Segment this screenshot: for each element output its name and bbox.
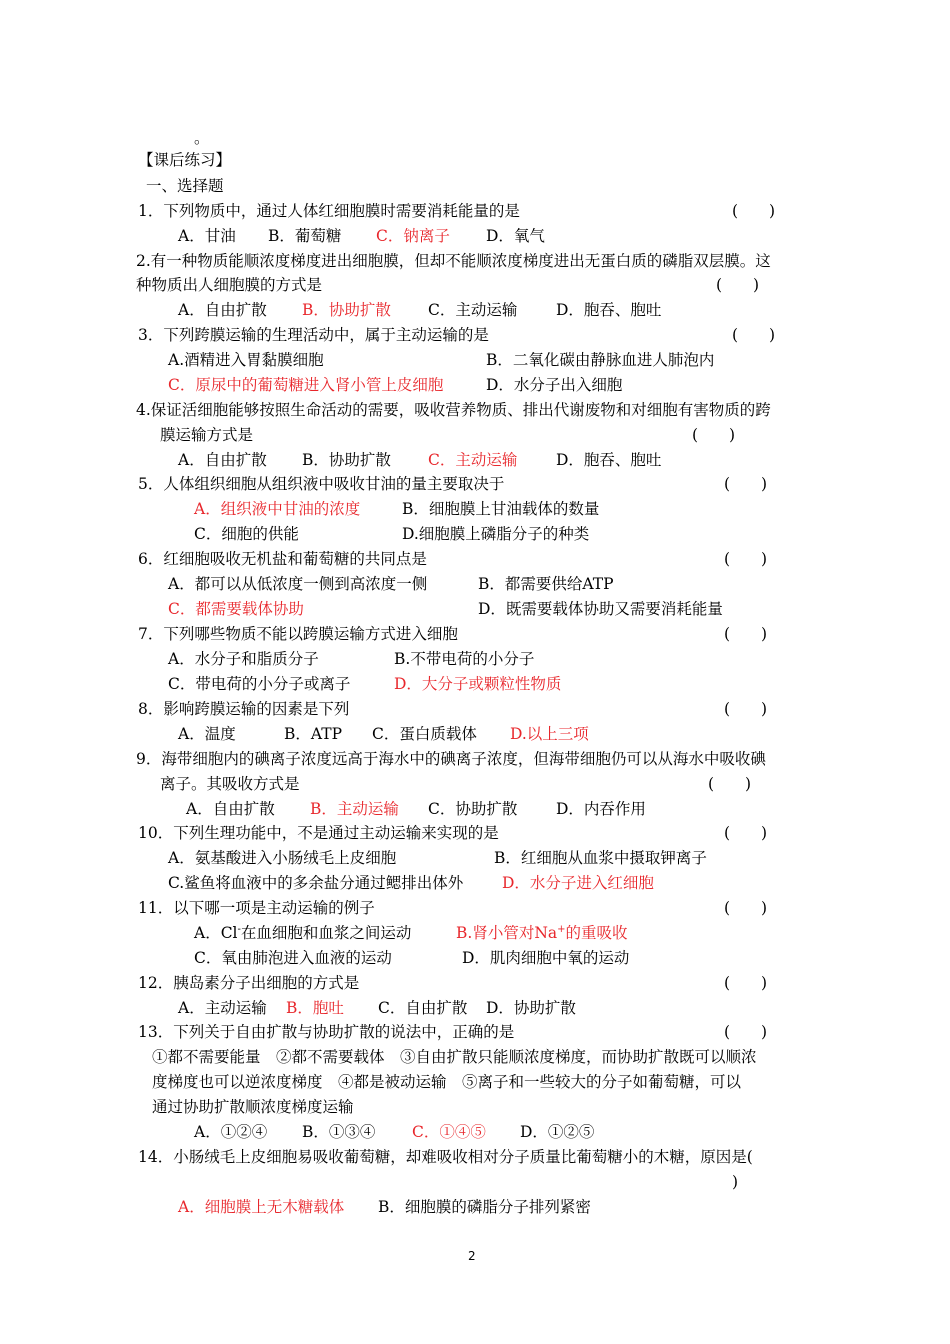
q12-blank: ( ) (724, 974, 768, 992)
q5-option-d: D.细胞膜上磷脂分子的种类 (402, 525, 590, 543)
q9-stem-line1: 9．海带细胞内的碘离子浓度远高于海水中的碘离子浓度，但海带细胞仍可以从海水中吸收碘 (136, 750, 766, 768)
q5-stem: 5．人体组织细胞从组织液中吸收甘油的量主要取决于 (138, 475, 505, 493)
q6-option-a: A．都可以从低浓度一侧到高浓度一侧 (168, 575, 428, 593)
q10-option-a: A．氨基酸进入小肠绒毛上皮细胞 (168, 849, 397, 867)
q7-option-b: B.不带电荷的小分子 (394, 650, 535, 668)
q12-option-a: A．主动运输 (178, 999, 267, 1017)
q1-option-d: D．氧气 (486, 227, 545, 245)
q11-option-a: A．Cl-在血细胞和血浆之间运动 (194, 923, 412, 942)
q10-option-b: B．红细胞从血浆中摄取钾离子 (494, 849, 707, 867)
q3-option-d: D．水分子出入细胞 (486, 376, 623, 394)
q4-stem-line2: 膜运输方式是 (160, 426, 254, 444)
q2-stem-line2: 种物质出人细胞膜的方式是 (136, 276, 323, 294)
q5-option-a-answer: A．组织液中甘油的浓度 (194, 500, 361, 518)
q8-blank: ( ) (724, 700, 768, 718)
q1-blank: ( ) (732, 202, 776, 220)
q14-stem: 14．小肠绒毛上皮细胞易吸收葡萄糖，却难吸收相对分子质量比葡萄糖小的木糖，原因是( (138, 1148, 753, 1166)
q1-option-b: B．葡萄糖 (268, 227, 342, 245)
q11-blank: ( ) (724, 899, 768, 917)
q4-option-a: A．自由扩散 (178, 451, 267, 469)
q7-option-a: A．水分子和脂质分子 (168, 650, 319, 668)
q12-option-d: D．协助扩散 (486, 999, 576, 1017)
q5-blank: ( ) (724, 475, 768, 493)
q7-option-c: C．带电荷的小分子或离子 (168, 675, 351, 693)
q13-option-a: A．①②④ (194, 1123, 268, 1141)
q13-statement-line2: 度梯度也可以逆浓度梯度 ④都是被动运输 ⑤离子和一些较大的分子如葡萄糖，可以 (152, 1073, 742, 1091)
q2-stem-line1: 2.有一种物质能顺浓度梯度进出细胞膜，但却不能顺浓度梯度进出无蛋白质的磷脂双层膜。这 (136, 252, 771, 270)
q9-option-b-answer: B．主动运输 (310, 800, 399, 818)
q7-option-d-answer: D．大分子或颗粒性物质 (394, 675, 562, 693)
q10-option-d-answer: D．水分子进入红细胞 (502, 874, 654, 892)
q6-option-b: B．都需要供给ATP (478, 575, 614, 593)
q3-option-a: A.酒精进入胃黏膜细胞 (168, 351, 324, 369)
q6-option-d: D．既需要载体协助又需要消耗能量 (478, 600, 723, 618)
q9-blank: ( ) (708, 775, 752, 793)
q9-stem-line2: 离子。其吸收方式是 (160, 775, 300, 793)
q12-option-c: C．自由扩散 (378, 999, 468, 1017)
section-title: 【课后练习】 (138, 151, 232, 169)
q5-option-c: C．细胞的供能 (194, 525, 299, 543)
q10-stem: 10．下列生理功能中，不是通过主动运输来实现的是 (138, 824, 499, 842)
q7-stem: 7．下列哪些物质不能以跨膜运输方式进入细胞 (138, 625, 458, 643)
q13-option-d: D．①②⑤ (520, 1123, 595, 1141)
q10-blank: ( ) (724, 824, 768, 842)
q11-option-c: C．氧由肺泡进入血液的运动 (194, 949, 392, 967)
top-mark: 。 (194, 129, 210, 147)
q1-option-a: A．甘油 (178, 227, 236, 245)
q14-option-a-answer: A．细胞膜上无木糖载体 (178, 1198, 345, 1216)
q11-option-b-answer: B.肾小管对Na+的重吸收 (456, 923, 628, 942)
q1-option-c-answer: C．钠离子 (376, 227, 450, 245)
q13-option-b: B．①③④ (302, 1123, 376, 1141)
part-title: 一、选择题 (146, 177, 224, 195)
q2-option-c: C．主动运输 (428, 301, 518, 319)
q14-blank-end: ) (732, 1173, 739, 1191)
q3-blank: ( ) (732, 326, 776, 344)
q3-option-c-answer: C．原尿中的葡萄糖进入肾小管上皮细胞 (168, 376, 444, 394)
q14-option-b: B．细胞膜的磷脂分子排列紧密 (378, 1198, 591, 1216)
page-number: 2 (468, 1249, 476, 1263)
q3-option-b: B．二氧化碳由静脉血进人肺泡内 (486, 351, 715, 369)
q7-blank: ( ) (724, 625, 768, 643)
q5-option-b: B．细胞膜上甘油载体的数量 (402, 500, 600, 518)
q4-blank: ( ) (692, 426, 736, 444)
q3-stem: 3．下列跨膜运输的生理活动中，属于主动运输的是 (138, 326, 489, 344)
q12-option-b-answer: B．胞吐 (286, 999, 344, 1017)
q9-option-a: A．自由扩散 (186, 800, 275, 818)
q4-option-c-answer: C．主动运输 (428, 451, 518, 469)
q9-option-c: C．协助扩散 (428, 800, 518, 818)
q2-blank: ( ) (716, 276, 760, 294)
q4-stem-line1: 4.保证活细胞能够按照生命活动的需要，吸收营养物质、排出代谢废物和对细胞有害物质的跨 (136, 401, 771, 419)
q4-option-d: D．胞吞、胞吐 (556, 451, 662, 469)
q6-stem: 6．红细胞吸收无机盐和葡萄糖的共同点是 (138, 550, 427, 568)
q12-stem: 12．胰岛素分子出细胞的方式是 (138, 974, 360, 992)
q1-stem: 1．下列物质中，通过人体红细胞膜时需要消耗能量的是 (138, 202, 520, 220)
q2-option-d: D．胞吞、胞吐 (556, 301, 662, 319)
q2-option-b-answer: B．协助扩散 (302, 301, 391, 319)
q8-option-a: A．温度 (178, 725, 236, 743)
q6-option-c-answer: C．都需要载体协助 (168, 600, 304, 618)
q13-statement-line1: ①都不需要能量 ②都不需要载体 ③自由扩散只能顺浓度梯度，而协助扩散既可以顺浓 (152, 1048, 757, 1066)
q9-option-d: D．内吞作用 (556, 800, 646, 818)
q13-blank: ( ) (724, 1023, 768, 1041)
q13-option-c-answer: C．①④⑤ (412, 1123, 486, 1141)
q8-option-c: C．蛋白质载体 (372, 725, 477, 743)
q11-stem: 11．以下哪一项是主动运输的例子 (138, 899, 375, 917)
q10-option-c: C.鲨鱼将血液中的多余盐分通过鳃排出体外 (168, 874, 464, 892)
q13-statement-line3: 通过协助扩散顺浓度梯度运输 (152, 1098, 354, 1116)
q8-option-b: B．ATP (284, 725, 343, 743)
q8-stem: 8．影响跨膜运输的因素是下列 (138, 700, 350, 718)
q8-option-d-answer: D.以上三项 (510, 725, 589, 743)
q6-blank: ( ) (724, 550, 768, 568)
q13-stem: 13．下列关于自由扩散与协助扩散的说法中，正确的是 (138, 1023, 515, 1041)
q11-option-d: D．肌肉细胞中氧的运动 (462, 949, 630, 967)
q4-option-b: B．协助扩散 (302, 451, 391, 469)
q2-option-a: A．自由扩散 (178, 301, 267, 319)
